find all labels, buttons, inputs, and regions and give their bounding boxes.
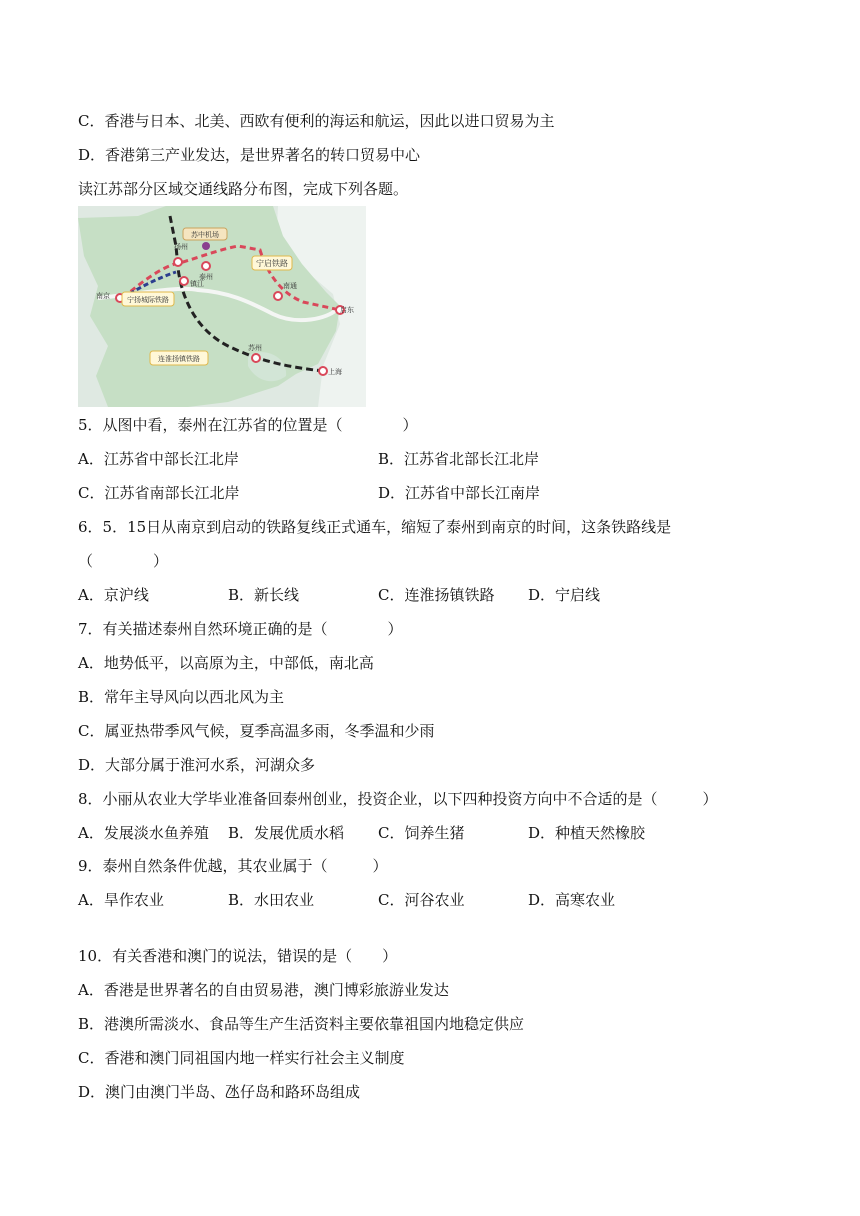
label-nanjing: 南京 xyxy=(96,292,110,300)
q5-option-a: A．江苏省中部长江北岸 xyxy=(78,450,239,468)
q5-option-d: D．江苏省中部长江南岸 xyxy=(378,484,541,502)
q6-option-b: B．新长线 xyxy=(228,586,300,604)
label-zhenjiang: 镇江 xyxy=(190,280,204,288)
station-nantong xyxy=(274,292,282,300)
station-suzhou xyxy=(252,354,260,362)
q8-option-d: D．种植天然橡胶 xyxy=(528,824,646,842)
q6-option-d: D．宁启线 xyxy=(528,586,601,604)
label-taizhou: 泰州 xyxy=(199,273,213,281)
q8-stem: 8．小丽从农业大学毕业准备回泰州创业，投资企业，以下四种投资方向中不合适的是（ ） xyxy=(78,790,718,808)
q10-stem: 10．有关香港和澳门的说法，错误的是（ ） xyxy=(78,947,398,965)
label-shanghai: 上海 xyxy=(328,368,342,376)
label-lianhuai: 连淮扬镇铁路 xyxy=(158,355,200,363)
station-shanghai xyxy=(319,367,327,375)
q10-option-a: A．香港是世界著名的自由贸易港，澳门博彩旅游业发达 xyxy=(78,981,449,999)
q10-option-b: B．港澳所需淡水、食品等生产生活资料主要依靠祖国内地稳定供应 xyxy=(78,1015,525,1033)
label-suzhou: 苏州 xyxy=(248,344,262,352)
prev-option-d: D．香港第三产业发达，是世界著名的转口贸易中心 xyxy=(78,146,421,164)
q6-option-a: A．京沪线 xyxy=(78,586,149,604)
airport-marker xyxy=(202,242,210,250)
station-yangzhou xyxy=(174,258,182,266)
q8-option-a: A．发展淡水鱼养殖 xyxy=(78,824,209,842)
q8-option-c: C．饲养生猪 xyxy=(378,824,465,842)
label-ningyang: 宁扬城际铁路 xyxy=(127,296,169,304)
label-qidong: 启东 xyxy=(340,306,354,314)
q9-stem: 9．泰州自然条件优越，其农业属于（ ） xyxy=(78,857,388,875)
prev-option-c: C．香港与日本、北美、西欧有便利的海运和航运，因此以进口贸易为主 xyxy=(78,112,555,130)
map-intro: 读江苏部分区域交通线路分布图，完成下列各题。 xyxy=(78,180,409,198)
q9-option-d: D．高寒农业 xyxy=(528,891,616,909)
q8-option-b: B．发展优质水稻 xyxy=(228,824,345,842)
q7-option-d: D．大部分属于淮河水系，河湖众多 xyxy=(78,756,316,774)
q5-stem: 5．从图中看，泰州在江苏省的位置是（ ） xyxy=(78,416,418,434)
q7-option-a: A．地势低平，以高原为主，中部低，南北高 xyxy=(78,654,374,672)
label-ningqi: 宁启铁路 xyxy=(256,259,288,268)
jiangsu-rail-map xyxy=(78,206,366,407)
q9-option-c: C．河谷农业 xyxy=(378,891,465,909)
q9-option-b: B．水田农业 xyxy=(228,891,315,909)
q6-option-c: C．连淮扬镇铁路 xyxy=(378,586,495,604)
station-zhenjiang xyxy=(180,277,188,285)
q5-option-c: C．江苏省南部长江北岸 xyxy=(78,484,240,502)
q6-stem: 6．5．15日从南京到启动的铁路复线正式通车，缩短了泰州到南京的时间，这条铁路线是 xyxy=(78,518,672,536)
q10-option-c: C．香港和澳门同祖国内地一样实行社会主义制度 xyxy=(78,1049,405,1067)
q10-option-d: D．澳门由澳门半岛、氹仔岛和路环岛组成 xyxy=(78,1083,361,1101)
q5-option-b: B．江苏省北部长江北岸 xyxy=(378,450,540,468)
station-taizhou xyxy=(202,262,210,270)
q9-option-a: A．旱作农业 xyxy=(78,891,164,909)
airport-label: 苏中机场 xyxy=(191,231,219,239)
q6-stem-blank: （ ） xyxy=(78,552,169,570)
label-yangzhou: 扬州 xyxy=(174,243,188,251)
label-nantong: 南通 xyxy=(283,282,297,290)
q7-stem: 7．有关描述泰州自然环境正确的是（ ） xyxy=(78,620,403,638)
q7-option-b: B．常年主导风向以西北风为主 xyxy=(78,688,285,706)
q7-option-c: C．属亚热带季风气候，夏季高温多雨，冬季温和少雨 xyxy=(78,722,435,740)
